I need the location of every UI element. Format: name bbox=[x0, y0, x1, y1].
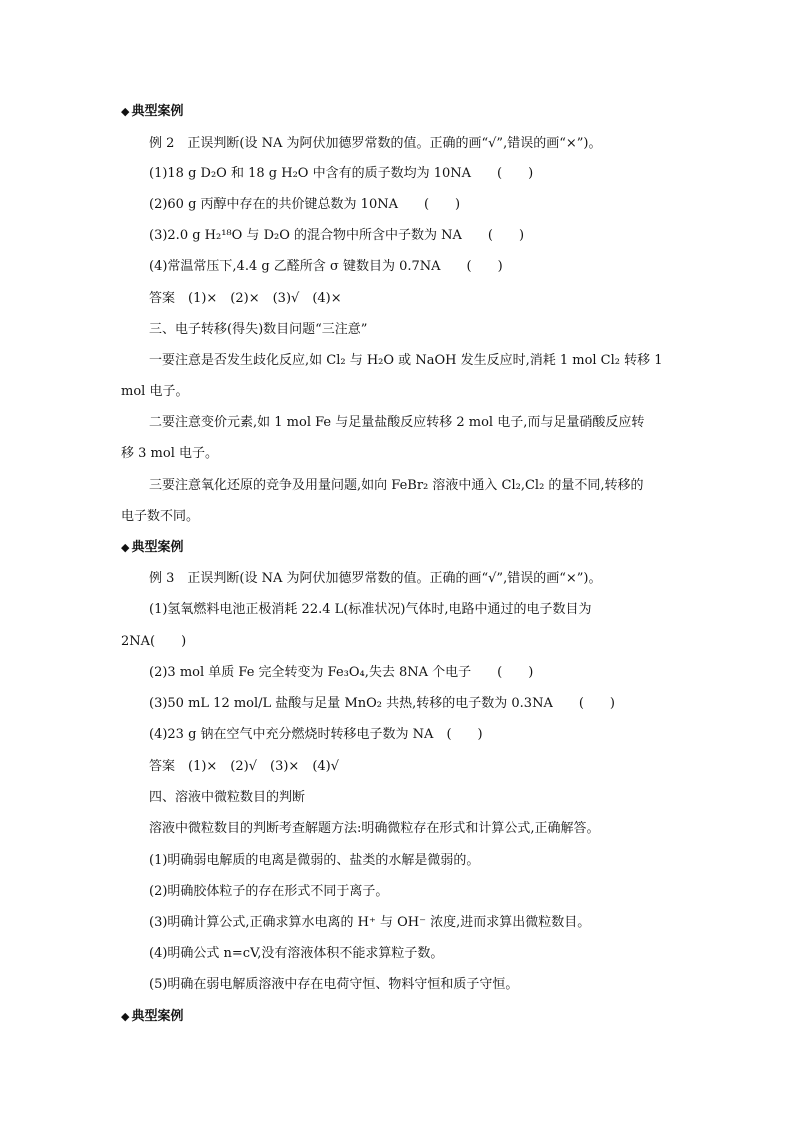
section3-title: 三、电子转移(得失)数目问题“三注意” bbox=[149, 322, 368, 337]
example3-item-2: (2)3 mol 单质 Fe 完全转变为 Fe₃O₄,失去 8NA 个电子 ( ) bbox=[149, 665, 534, 680]
example3-answer: 答案 (1)× (2)√ (3)× (4)√ bbox=[149, 759, 340, 774]
section3-p2-line2: 移 3 mol 电子。 bbox=[121, 446, 218, 461]
example3-item-1-line2: 2NA( ) bbox=[121, 634, 187, 649]
section4-point-1: (1)明确弱电解质的电离是微弱的、盐类的水解是微弱的。 bbox=[149, 853, 480, 868]
section4-point-3: (3)明确计算公式,正确求算水电离的 H⁺ 与 OH⁻ 浓度,进而求算出微粒数目。 bbox=[149, 915, 591, 930]
case-heading: ◆ 典型案例 bbox=[121, 104, 184, 119]
case-heading: ◆ 典型案例 bbox=[121, 540, 184, 555]
case-heading: ◆ 典型案例 bbox=[121, 1009, 184, 1024]
diamond-bullet-icon: ◆ bbox=[121, 1010, 130, 1023]
example2-item-4: (4)常温常压下,4.4 g 乙醛所含 σ 键数目为 0.7NA ( ) bbox=[149, 259, 503, 274]
diamond-bullet-icon: ◆ bbox=[121, 105, 130, 118]
example2-item-2: (2)60 g 丙醇中存在的共价键总数为 10NA ( ) bbox=[149, 197, 461, 212]
example3-title: 例 3 正误判断(设 NA 为阿伏加德罗常数的值。正确的画“√”,错误的画“×”)。 bbox=[149, 571, 602, 586]
section3-p1-line1: 一要注意是否发生歧化反应,如 Cl₂ 与 H₂O 或 NaOH 发生反应时,消耗 1 mol Cl₂ 转移 1 bbox=[149, 353, 663, 368]
example2-title: 例 2 正误判断(设 NA 为阿伏加德罗常数的值。正确的画“√”,错误的画“×”)。 bbox=[149, 136, 602, 151]
example3-item-1-line1: (1)氢氧燃料电池正极消耗 22.4 L(标准状况)气体时,电路中通过的电子数目为 bbox=[149, 602, 592, 617]
section4-point-2: (2)明确胶体粒子的存在形式不同于离子。 bbox=[149, 884, 389, 899]
example2-answer: 答案 (1)× (2)× (3)√ (4)× bbox=[149, 291, 342, 306]
section4-point-4: (4)明确公式 n=cV,没有溶液体积不能求算粒子数。 bbox=[149, 946, 444, 961]
section3-p1-line2: mol 电子。 bbox=[121, 384, 189, 399]
example3-item-3: (3)50 mL 12 mol/L 盐酸与足量 MnO₂ 共热,转移的电子数为 0.3NA ( ) bbox=[149, 696, 615, 711]
section4-intro: 溶液中微粒数目的判断考查解题方法:明确微粒存在形式和计算公式,正确解答。 bbox=[149, 821, 600, 836]
section3-p2-line1: 二要注意变价元素,如 1 mol Fe 与足量盐酸反应转移 2 mol 电子,而与足量硝酸反应转 bbox=[149, 415, 645, 430]
diamond-bullet-icon: ◆ bbox=[121, 541, 130, 554]
section3-p3-line2: 电子数不同。 bbox=[121, 509, 200, 524]
example3-item-4: (4)23 g 钠在空气中充分燃烧时转移电子数为 NA ( ) bbox=[149, 727, 483, 742]
section4-point-5: (5)明确在弱电解质溶液中存在电荷守恒、物料守恒和质子守恒。 bbox=[149, 977, 519, 992]
example2-item-3: (3)2.0 g H₂¹⁸O 与 D₂O 的混合物中所含中子数为 NA ( ) bbox=[149, 228, 525, 243]
example2-item-1: (1)18 g D₂O 和 18 g H₂O 中含有的质子数均为 10NA ( ) bbox=[149, 166, 534, 181]
section3-p3-line1: 三要注意氧化还原的竞争及用量问题,如向 FeBr₂ 溶液中通入 Cl₂,Cl₂ 的量不同,转移的 bbox=[149, 478, 644, 493]
section4-title: 四、溶液中微粒数目的判断 bbox=[149, 790, 306, 805]
